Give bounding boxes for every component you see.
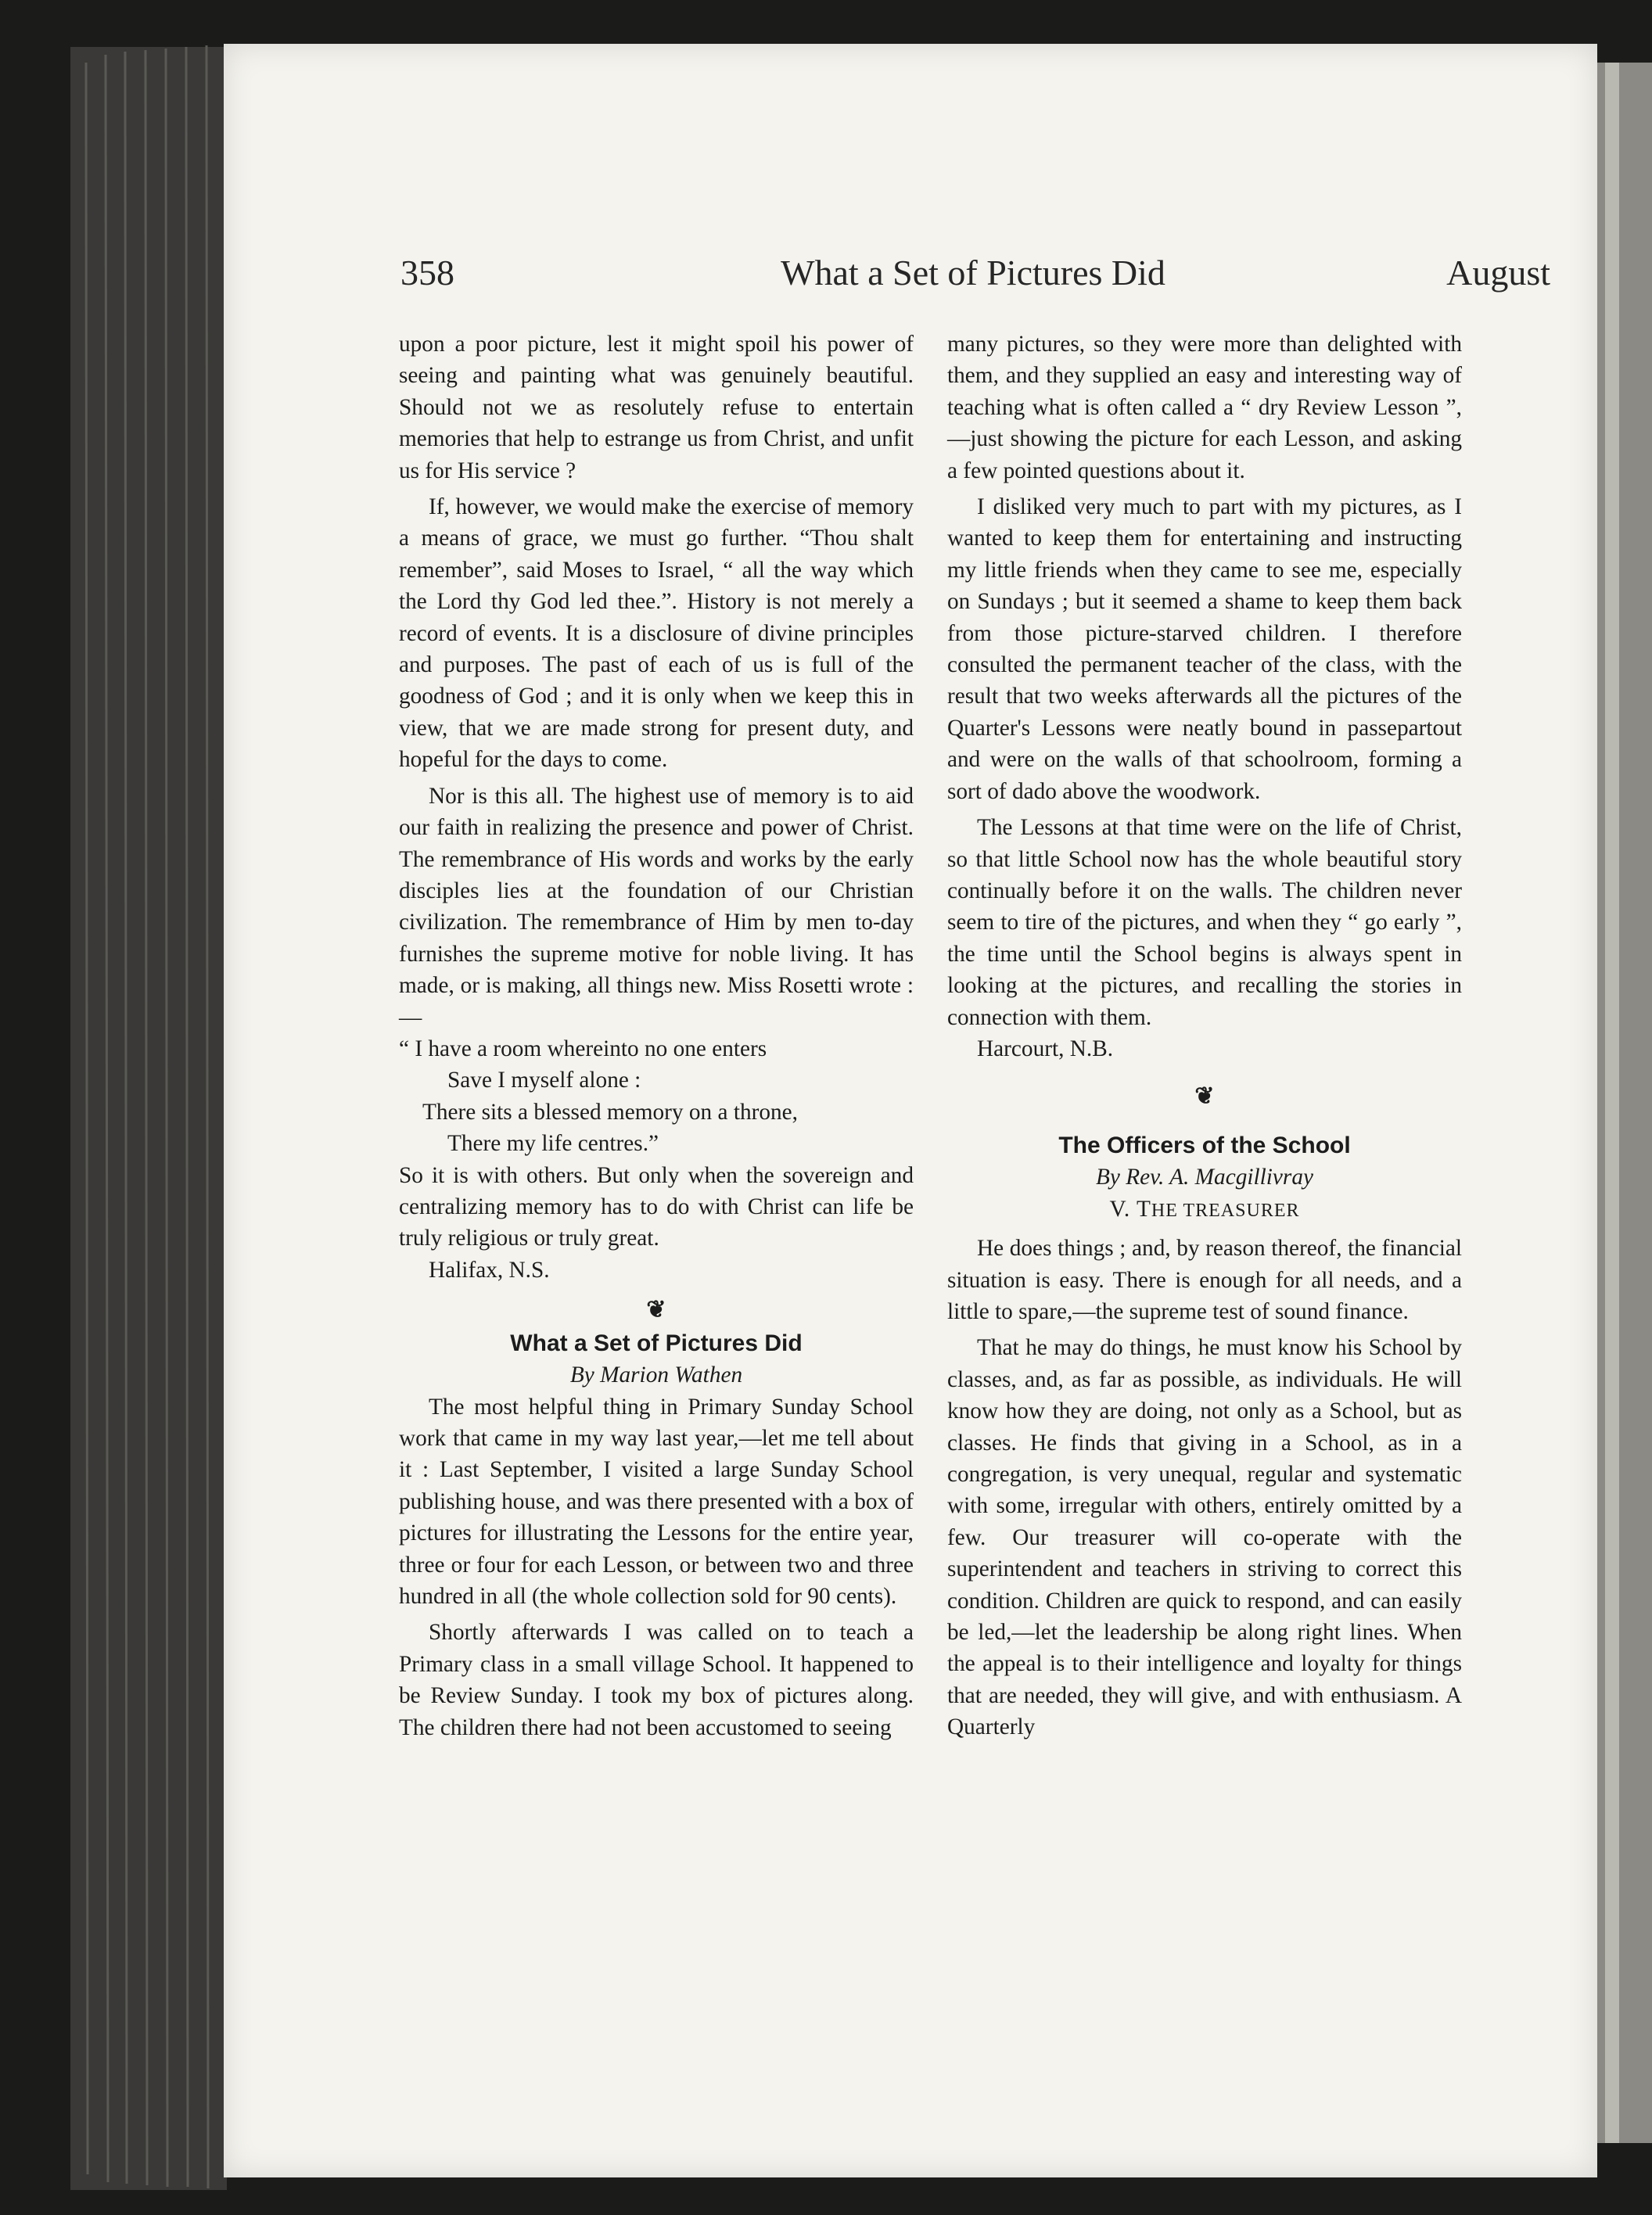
issue-month: August bbox=[1446, 253, 1550, 293]
running-title: What a Set of Pictures Did bbox=[781, 253, 1165, 293]
poem-line: “ I have a room whereinto no one enters bbox=[399, 1036, 767, 1061]
section-name-rest: HE TREASURER bbox=[1151, 1200, 1300, 1221]
article-author: By Marion Wathen bbox=[569, 1362, 743, 1388]
place-signoff: Halifax, N.S. bbox=[429, 1257, 550, 1283]
paragraph: Shortly afterwards I was called on to teach a Primary class in a small village School. It happened to be Review Sunday. I took my box of pictures along. The children there had not been accustomed to seeing bbox=[399, 1620, 914, 1740]
article-title: What a Set of Pictures Did bbox=[510, 1330, 803, 1357]
paragraph: Nor is this all. The highest use of memory is to aid our faith in realizing the presence and power of Christ. The remembrance of His words and works by the early disciples lies at the foundation of our Christian civilization. The remembrance of Him by men to-day furnishes the supreme motive for noble living. It has made, or is making, all things new. Miss Rosetti wrote :— bbox=[399, 783, 914, 1030]
paragraph: The Lessons at that time were on the life of Christ, so that little School now has the whole beautiful story continually before it on the walls. The children never seem to tire of the pictures, and when they “ go early ”, the time until the School begins is always spent in looking at the pictures, and recalling the stories in connection with them. bbox=[947, 815, 1462, 1030]
section-heading bbox=[947, 1194, 1462, 1226]
paragraph: I disliked very much to part with my pictures, as I wanted to keep them for entertaining and instructing my little friends when they came to see me, especially on Sundays ; but it seemed a shame to keep them back from those picture-starved children. I therefore consulted the permanent teacher of the class, with the result that two weeks afterwards all the pictures of the Quarter's Lessons were neatly bound in passepartout and were on the walls of that schoolroom, forming a sort of dado above the woodwork. bbox=[947, 494, 1462, 804]
ornament-icon: ❦ bbox=[646, 1297, 666, 1323]
paragraph: He does things ; and, by reason thereof, the financial situation is easy. There is enough for all needs, and a little to spare,—the supreme test of sound finance. bbox=[947, 1236, 1462, 1324]
paragraph: If, however, we would make the exercise of memory a means of grace, we must go further. “Thou shalt remember”, said Moses to Israel, “ all the way which the Lord thy God led thee.”. History is not merely a record of events. It is a disclosure of divine principles and purposes. The past of each of us is full of the goodness of God ; and it is only when we keep this in view, that we are made strong for present duty, and hopeful for the days to come. bbox=[399, 494, 914, 773]
right-column bbox=[947, 328, 1462, 1743]
article-title: The Officers of the School bbox=[1058, 1133, 1351, 1159]
book-page bbox=[224, 44, 1597, 2177]
place-signoff: Harcourt, N.B. bbox=[977, 1036, 1114, 1061]
section-number: V. bbox=[1109, 1196, 1131, 1222]
article-author: By Rev. A. Macgillivray bbox=[1096, 1165, 1313, 1190]
section-name-initial: T bbox=[1137, 1196, 1151, 1222]
poem-line: Save I myself alone : bbox=[447, 1068, 641, 1093]
poem-line: There sits a blessed memory on a throne, bbox=[422, 1099, 799, 1125]
paragraph: many pictures, so they were more than delighted with them, and they supplied an easy and interesting way of teaching what is often called a “ dry Review Lesson ”,—just showing the picture for each Lesson, and asking a few pointed questions about it. bbox=[947, 332, 1462, 483]
paragraph: The most helpful thing in Primary Sunday School work that came in my way last year,—let me tell about it : Last September, I visited a large Sunday School publishing house, and was there presented with a box of pictures for illustrating the Lessons for the entire year, three or four for each Lesson, or between two and three hundred in all (the whole collection sold for 90 cents). bbox=[399, 1394, 914, 1610]
poem-line: There my life centres.” bbox=[447, 1131, 659, 1157]
ornament-icon: ❦ bbox=[1194, 1083, 1215, 1110]
paragraph: That he may do things, he must know his School by classes, and, as far as possible, as individuals. He will know how they are doing, not only as a School, but as classes. He finds that giving in a School, as in a congregation, is very unequal, regular and systematic with some, irregular with others, entirely omitted by a few. Our treasurer will co-operate with the superintendent and teachers in striving to correct this condition. Children are quick to respond, and can easily be led,—let the leadership be along right lines. When the appeal is to their intelligence and loyalty for things that are needed, they will give, and with enthusiasm. A Quarterly bbox=[947, 1335, 1462, 1740]
poem-quote bbox=[399, 1033, 914, 1160]
paragraph: upon a poor picture, lest it might spoil his power of seeing and painting what was genuinely beautiful. Should not we as resolutely refuse to entertain memories that help to estrange us from Christ, and unfit us for His service ? bbox=[399, 332, 914, 483]
left-column bbox=[399, 328, 914, 1743]
paragraph: So it is with others. But only when the sovereign and centralizing memory has to do with Christ can life be truly religious or truly great. bbox=[399, 1162, 914, 1251]
page-number: 358 bbox=[400, 253, 454, 293]
